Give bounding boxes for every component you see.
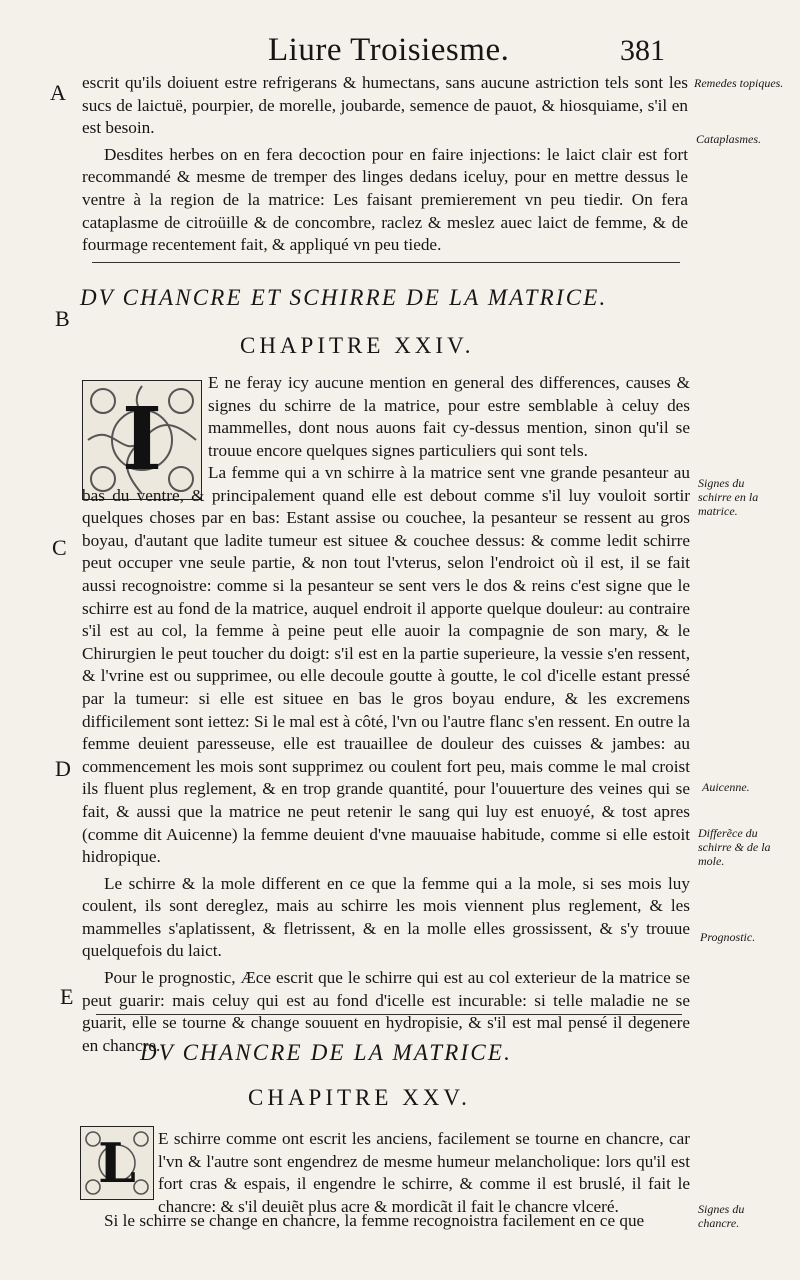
paragraph: E schirre comme ont escrit les anciens, facilement se tourne en chancre, car l'vn & l'autre sont engendrez de mesme humeur melancholique: lors qu'il est fort cras & espais, il engendre le schirre, & comme il est bruslé, il fait le chancre: & s'il deuiẽt plus acre & mordicãt il fait le chancre vlceré.: [158, 1129, 690, 1216]
paragraph: Desdites herbes on en fera decoction pour en faire injections: le laict clair est fort recommandé & mesme de tremper des linges dedans iceluy, pour en mettre dessus le ventre à la region de la matrice: Les faisant premierement vn peu tiedir. On fera cataplasme de citroüille & de concombre, raclez & meslez auec laict de femme, & de fourmage recentement fait, & appliqué vn peu tiede.: [82, 144, 688, 255]
chapter-25-number: CHAPITRE XXV.: [248, 1085, 471, 1110]
chapter-25-body: [104, 1210, 690, 1233]
side-note-auicenne: Auicenne.: [702, 780, 750, 794]
side-note-signes-chancre: Signes du chancre.: [698, 1202, 745, 1230]
side-note-prognostic: Prognostic.: [700, 930, 756, 944]
side-note-signes-schirre: Signes du schirre en la matrice.: [698, 476, 759, 518]
page-number: 381: [620, 34, 665, 67]
margin-letter-e: E: [60, 984, 74, 1009]
section-rule: [92, 262, 680, 263]
paragraph: escrit qu'ils doiuent estre refrigerans & humectans, sans aucune astriction tels sont les sucs de laictuë, pourpier, de morelle, joubarde, semence de pauot, & hiosquiame, s'il en est besoin.: [82, 73, 688, 138]
dropcap-letter: I: [121, 389, 163, 490]
section-rule: [96, 1014, 682, 1015]
margin-letter-b: B: [55, 306, 70, 331]
chapter-24-opening: [208, 372, 690, 462]
paragraph: La femme qui a vn schirre à la matrice sent vne grande pesanteur au bas du ventre, & principalement quand elle est debout comme s'il luy vouloit sortir quelques choses par en bas: Estant assise ou couchee, la pesanteur se ressent au gros boyau, d'autant que ladite tumeur est situee & couchee dessus: & comme ledit schirre peut occuper vne seule partie, & non tout l'vterus, selon l'endroict où il est, il se fait aussi recognoistre: comme si la pesanteur se sent vers le dos & reins c'est signe que le schirre est au fond de la matrice, auquel endroit il apporte quelque douleur: au contraire s'il est au col, la femme à peine peut elle auoir la compagnie de son mary, & le Chirurgien le peut toucher du doigt: s'il est en la partie superieure, la vessie s'en ressent, & l'vrine est ou supprimee, ou elle decoule goutte à goutte, le col d'icelle estant pressé par la tumeur: si elle est situee en bas le gros boyau endure, & les excremens difficilement sont iettez: Si le mal est à côté, l'vn ou l'autre flanc s'en ressent. En outre la femme deuient paresseuse, elle est trauaillee de douleur des cuisses & jambes: au commencement les mois sont supprimez ou coulent fort peu, mais comme le mal croist ils fluent plus reglement, & en trop grande quantité, pour l'ouuerture des veines qui se fait, & aussi que la matrice ne peut retenir le sang qui luy est enuoyé, & tost apres (comme dit Auicenne) la femme deuient d'vne mauuaise habitude, comme si elle estoit hidropique.: [82, 463, 690, 867]
margin-letter-d: D: [55, 756, 71, 781]
ornamental-initial-l: [80, 1126, 154, 1200]
intro-text: [82, 72, 688, 257]
paragraph: Le schirre & la mole different en ce que la femme qui a la mole, si ses mois luy coulent, ils sont dereglez, mais au schirre les mois viennent plus reglement, & les mammelles s'aplatissent, & fletrissent, & en la molle elles grossissent, & s'y trouue quelquefois du laict.: [82, 873, 690, 961]
paragraph: Pour le prognostic, Æce escrit que le schirre qui est au col exterieur de la matrice se peut guarir: mais celuy qui est au fond d'icelle est incurable: si telle maladie ne se guarit, elle se tourne & change souuent en hydropisie, & s'il est mal pensé il degenere en chancre.: [82, 968, 690, 1055]
side-note-difference: Differẽce du schirre & de la mole.: [698, 826, 771, 868]
paragraph: Si le schirre se change en chancre, la femme recognoistra facilement en ce que: [104, 1211, 645, 1230]
chapter-24-body: [82, 462, 690, 1057]
ornamental-initial-i: [82, 380, 202, 500]
margin-letter-a: A: [50, 80, 66, 105]
side-note-cataplasmes: Cataplasmes.: [696, 132, 762, 146]
running-head: [0, 32, 800, 72]
side-note-remedes: Remedes topiques.: [694, 76, 784, 90]
running-head-title: Liure Troisiesme.: [268, 32, 510, 68]
chapter-24-heading: DV CHANCRE ET SCHIRRE DE LA MATRICE.: [80, 285, 608, 310]
chapter-25-opening: [158, 1128, 690, 1218]
dropcap-letter: L: [98, 1131, 136, 1195]
chapter-25-heading: DV CHANCRE DE LA MATRICE.: [140, 1040, 513, 1065]
chapter-24-number: CHAPITRE XXIV.: [240, 333, 475, 358]
margin-letter-c: C: [52, 535, 67, 560]
paragraph: E ne feray icy aucune mention en general des differences, causes & signes du schirre de la matrice, pour estre semblable à celuy des mammelles, dont nous auons fait cy-dessus mention, sinon qu'il se trouue encore quelques signes particuliers qui sont tels.: [208, 373, 690, 460]
